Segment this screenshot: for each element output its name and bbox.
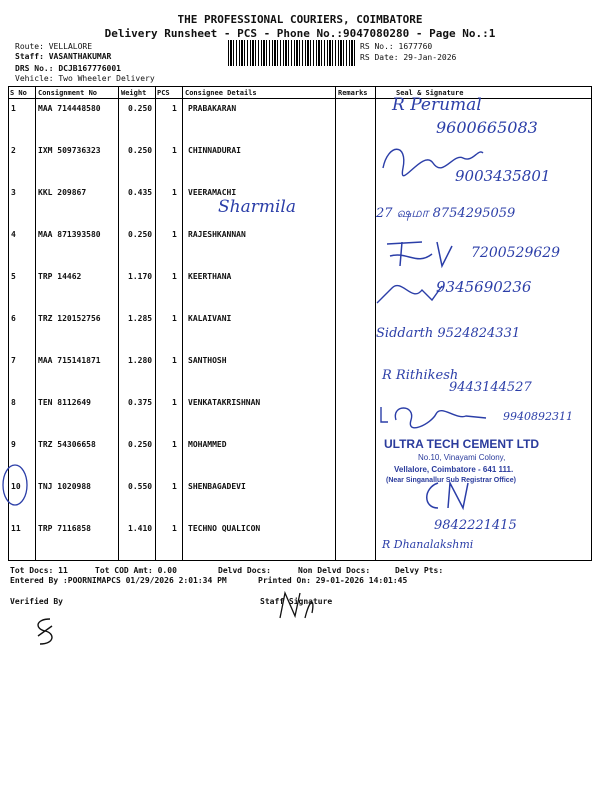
row-consignment-no: TEN 8112649 [38, 398, 91, 407]
row-consignment-no: MAA 715141871 [38, 356, 101, 365]
handwriting: 9345690236 [436, 278, 532, 296]
handwriting: R Perumal [392, 95, 482, 115]
row-weight: 0.435 [128, 188, 153, 197]
handwriting: 9940892311 [503, 410, 573, 423]
stamp-line: No.10, Vinayami Colony, [418, 453, 506, 462]
row-consignee: KALAIVANI [188, 314, 232, 323]
row-consignment-no: MAA 714448580 [38, 104, 101, 113]
row-consignee: VEERAMACHI [188, 188, 237, 197]
total-cod-amount: Tot COD Amt: 0.00 [95, 566, 177, 575]
row-weight: 1.280 [128, 356, 153, 365]
row-serial: 9 [11, 440, 16, 449]
col-header: Weight [121, 89, 147, 97]
col-header: Remarks [338, 89, 368, 97]
row-pcs: 1 [172, 356, 177, 365]
row-serial: 11 [11, 524, 21, 533]
row-consignee: TECHNO QUALICON [188, 524, 261, 533]
col-header: Consignee Details [185, 89, 257, 97]
row-weight: 1.410 [128, 524, 153, 533]
handwriting: R Dhanalakshmi [382, 538, 474, 551]
row-pcs: 1 [172, 314, 177, 323]
row-pcs: 1 [172, 146, 177, 155]
handwriting: 7200529629 [471, 245, 561, 261]
handwriting: Siddarth 9524824331 [376, 326, 521, 341]
col-divider [155, 86, 156, 560]
row-weight: 0.250 [128, 104, 153, 113]
row-pcs: 1 [172, 524, 177, 533]
col-divider [591, 86, 592, 560]
col-divider [118, 86, 119, 560]
row-consignment-no: MAA 871393580 [38, 230, 101, 239]
row-consignee: RAJESHKANNAN [188, 230, 246, 239]
signature-scribble [378, 138, 488, 183]
row-serial: 4 [11, 230, 16, 239]
col-header: PCS [157, 89, 170, 97]
row-consignee: PRABAKARAN [188, 104, 237, 113]
handwriting: 27 ஷமா 8754295059 [376, 206, 516, 221]
company-title: THE PROFESSIONAL COURIERS, COIMBATORE [177, 13, 423, 26]
row-consignment-no: TRP 7116858 [38, 524, 91, 533]
verified-by-label: Verified By [10, 597, 63, 606]
handwriting: R Rithikesh [382, 368, 459, 383]
row-weight: 0.250 [128, 440, 153, 449]
row-consignment-no: TRP 14462 [38, 272, 82, 281]
stamp-line: Vellalore, Coimbatore - 641 111. [394, 465, 514, 474]
row-serial: 6 [11, 314, 16, 323]
row-serial: 3 [11, 188, 16, 197]
row-serial: 1 [11, 104, 16, 113]
row-serial: 8 [11, 398, 16, 407]
row-weight: 0.250 [128, 146, 153, 155]
row-pcs: 1 [172, 104, 177, 113]
row-consignee: CHINNADURAI [188, 146, 241, 155]
handwriting: Sharmila [218, 197, 296, 217]
col-divider [182, 86, 183, 560]
rs-date: RS Date: 29-Jan-2026 [360, 53, 457, 62]
handwriting: 9003435801 [455, 167, 551, 185]
col-divider [375, 86, 376, 560]
row-weight: 0.550 [128, 482, 153, 491]
row-weight: 1.170 [128, 272, 153, 281]
handwriting: 9600665083 [436, 118, 538, 137]
row-pcs: 1 [172, 440, 177, 449]
row-pcs: 1 [172, 272, 177, 281]
row-pcs: 1 [172, 230, 177, 239]
total-docs: Tot Docs: 11 [10, 566, 68, 575]
stamp-line: ULTRA TECH CEMENT LTD [384, 437, 540, 451]
col-divider [335, 86, 336, 560]
row-pcs: 1 [172, 482, 177, 491]
non-delivered-docs: Non Delvd Docs: [298, 566, 371, 575]
row-consignee: KEERTHANA [188, 272, 232, 281]
row-serial: 2 [11, 146, 16, 155]
vehicle: Vehicle: Two Wheeler Delivery [15, 74, 155, 83]
signature-scribble [376, 402, 496, 430]
barcode [228, 40, 356, 66]
row-serial: 5 [11, 272, 16, 281]
staff-signature-scribble [270, 588, 320, 624]
handwriting: 9842221415 [434, 518, 517, 533]
staff: Staff: VASANTHAKUMAR [15, 52, 112, 61]
verifier-signature-scribble [30, 614, 60, 648]
row-consignment-no: IXM 509736323 [38, 146, 101, 155]
table-top-border [8, 86, 592, 87]
row-pcs: 1 [172, 188, 177, 197]
stamp-line: (Near Singanallur Sub Registrar Office) [386, 477, 516, 484]
header-bottom-border [8, 98, 592, 99]
row-consignment-no: KKL 209867 [38, 188, 87, 197]
printed-on: Printed On: 29-01-2026 14:01:45 [258, 576, 408, 585]
col-header: S No [10, 89, 27, 97]
row-consignment-no: TNJ 1020988 [38, 482, 91, 491]
signature-scribble [382, 236, 462, 272]
entered-by: Entered By :POORNIMAPCS 01/29/2026 2:01:34 PM [10, 576, 227, 585]
delivery-points: Delvy Pts: [395, 566, 444, 575]
rs-number: RS No.: 1677760 [360, 42, 433, 51]
col-divider [35, 86, 36, 560]
row-consignee: VENKATAKRISHNAN [188, 398, 261, 407]
row-weight: 0.250 [128, 230, 153, 239]
row-serial: 10 [11, 482, 21, 491]
staff-signature-label: Staff Signature [260, 597, 333, 606]
col-header: Seal & Signature [396, 89, 464, 97]
delivered-docs: Delvd Docs: [218, 566, 271, 575]
row-pcs: 1 [172, 398, 177, 407]
route: Route: VELLALORE [15, 42, 93, 51]
handwriting: 9443144527 [449, 380, 532, 395]
row-consignment-no: TRZ 54306658 [38, 440, 96, 449]
drs-number: DRS No.: DCJB167776001 [15, 64, 121, 73]
col-header: Consignment No [38, 89, 98, 97]
row-consignment-no: TRZ 120152756 [38, 314, 101, 323]
row-weight: 1.285 [128, 314, 153, 323]
row-serial: 7 [11, 356, 16, 365]
row-weight: 0.375 [128, 398, 153, 407]
circled-number-mark [0, 462, 30, 508]
row-consignee: SHENBAGADEVI [188, 482, 246, 491]
runsheet-subtitle: Delivery Runsheet - PCS - Phone No.:9047080280 - Page No.:1 [104, 27, 496, 40]
row-consignee: SANTHOSH [188, 356, 227, 365]
table-bottom-border [8, 560, 592, 561]
row-consignee: MOHAMMED [188, 440, 227, 449]
